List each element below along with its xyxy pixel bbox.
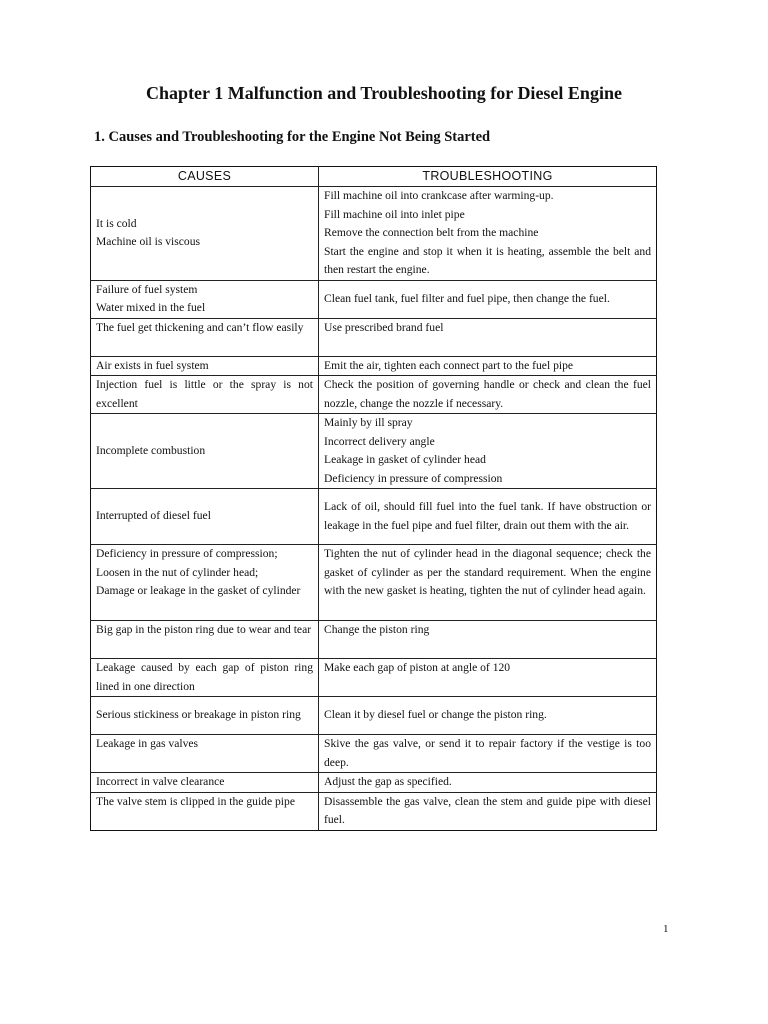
troubleshooting-line: Lack of oil, should fill fuel into the fuel tank. If have obstruction or leakage in the fuel pipe and fuel filter, drain out them with the air. [324, 500, 651, 532]
cause-line: Incorrect in valve clearance [96, 775, 225, 788]
cause-cell [91, 489, 319, 545]
troubleshooting-cell [319, 489, 657, 545]
table-row [91, 545, 657, 621]
troubleshooting-cell [319, 773, 657, 793]
cause-line: Incomplete combustion [96, 443, 206, 457]
troubleshooting-cell [319, 621, 657, 659]
section-heading: 1. Causes and Troubleshooting for the Engine Not Being Started [94, 129, 491, 145]
troubleshooting-line: Fill machine oil into inlet pipe [324, 207, 465, 221]
cause-cell [91, 356, 319, 376]
page-number: 1 [663, 923, 669, 935]
cause-line: Water mixed in the fuel [96, 301, 206, 314]
table-header-row [91, 167, 657, 187]
table-row [91, 659, 657, 697]
troubleshooting-line: Start the engine and stop it when it is heating, assemble the belt and then restart the engine. [324, 244, 651, 276]
table-row [91, 376, 657, 414]
table-row [91, 735, 657, 773]
troubleshooting-cell [319, 545, 657, 621]
cause-cell [91, 659, 319, 697]
table-row [91, 414, 657, 489]
troubleshooting-line: Make each gap of piston at angle of 120 [324, 661, 511, 674]
table-row [91, 187, 657, 281]
troubleshooting-cell [319, 414, 657, 489]
cause-line: Air exists in fuel system [96, 358, 209, 372]
troubleshooting-line: Incorrect delivery angle [324, 434, 435, 448]
cause-line: Leakage caused by each gap of piston ring lined in one direction [96, 661, 313, 693]
page-title: Chapter 1 Malfunction and Troubleshooting for Diesel Engine [146, 83, 622, 103]
cause-cell [91, 318, 319, 356]
cause-line: Serious stickiness or breakage in piston ring [96, 708, 301, 722]
troubleshooting-line: Remove the connection belt from the machine [324, 226, 539, 239]
troubleshooting-line: Fill machine oil into crankcase after warming-up. [324, 189, 554, 202]
cause-cell [91, 773, 319, 793]
table-row [91, 356, 657, 376]
cause-cell [91, 545, 319, 621]
troubleshooting-line: Adjust the gap as specified. [324, 775, 452, 788]
cause-cell [91, 735, 319, 773]
table-row [91, 318, 657, 356]
troubleshooting-line: Disassemble the gas valve, clean the stem and guide pipe with diesel fuel. [324, 794, 651, 826]
troubleshooting-cell [319, 187, 657, 281]
troubleshooting-cell [319, 356, 657, 376]
troubleshooting-line: Leakage in gasket of cylinder head [324, 453, 486, 466]
troubleshooting-line: Change the piston ring [324, 623, 430, 636]
cause-line: Machine oil is viscous [96, 235, 201, 249]
troubleshooting-cell [319, 280, 657, 318]
table-row [91, 697, 657, 735]
cause-line: The fuel get thickening and can’t flow easily [96, 320, 304, 334]
cause-line: The valve stem is clipped in the guide pipe [96, 794, 295, 808]
table-row [91, 489, 657, 545]
troubleshooting-cell [319, 318, 657, 356]
troubleshooting-line: Emit the air, tighten each connect part to the fuel pipe [324, 358, 574, 372]
troubleshooting-line: Check the position of governing handle or check and clean the fuel nozzle, change the nozzle if necessary. [324, 378, 651, 410]
troubleshooting-cell [319, 697, 657, 735]
header-causes: CAUSES [91, 167, 319, 187]
table-row [91, 621, 657, 659]
cause-line: Injection fuel is little or the spray is not excellent [96, 378, 313, 410]
troubleshooting-line: Clean it by diesel fuel or change the piston ring. [324, 708, 547, 722]
cause-line: It is cold [96, 216, 137, 230]
cause-line: Failure of fuel system [96, 282, 198, 296]
troubleshooting-line: Mainly by ill spray [324, 416, 413, 429]
cause-line: Loosen in the nut of cylinder head; [96, 565, 259, 579]
cause-cell [91, 697, 319, 735]
cause-line: Damage or leakage in the gasket of cylinder [96, 584, 301, 597]
troubleshooting-line: Clean fuel tank, fuel filter and fuel pipe, then change the fuel. [324, 291, 610, 305]
cause-line: Leakage in gas valves [96, 737, 199, 750]
troubleshooting-cell [319, 376, 657, 414]
troubleshooting-line: Deficiency in pressure of compression [324, 471, 503, 485]
cause-cell [91, 376, 319, 414]
cause-cell [91, 280, 319, 318]
cause-line: Interrupted of diesel fuel [96, 509, 211, 523]
table-row [91, 792, 657, 830]
troubleshooting-line: Skive the gas valve, or send it to repair factory if the vestige is too deep. [324, 737, 651, 769]
cause-cell [91, 792, 319, 830]
cause-cell [91, 187, 319, 281]
troubleshooting-cell [319, 659, 657, 697]
troubleshooting-table [90, 166, 657, 831]
cause-cell [91, 414, 319, 489]
cause-line: Deficiency in pressure of compression; [96, 547, 278, 560]
cause-line: Big gap in the piston ring due to wear and tear [96, 623, 312, 636]
table-row [91, 773, 657, 793]
troubleshooting-cell [319, 735, 657, 773]
troubleshooting-line: Tighten the nut of cylinder head in the diagonal sequence; check the gasket of cylinder as per the standard requirement. When the engine with the new gasket is heating, tighten the nut of cylinder head again. [324, 547, 651, 597]
troubleshooting-cell [319, 792, 657, 830]
troubleshooting-line: Use prescribed brand fuel [324, 320, 444, 334]
table-row [91, 280, 657, 318]
header-troubleshooting: TROUBLESHOOTING [319, 167, 657, 187]
cause-cell [91, 621, 319, 659]
